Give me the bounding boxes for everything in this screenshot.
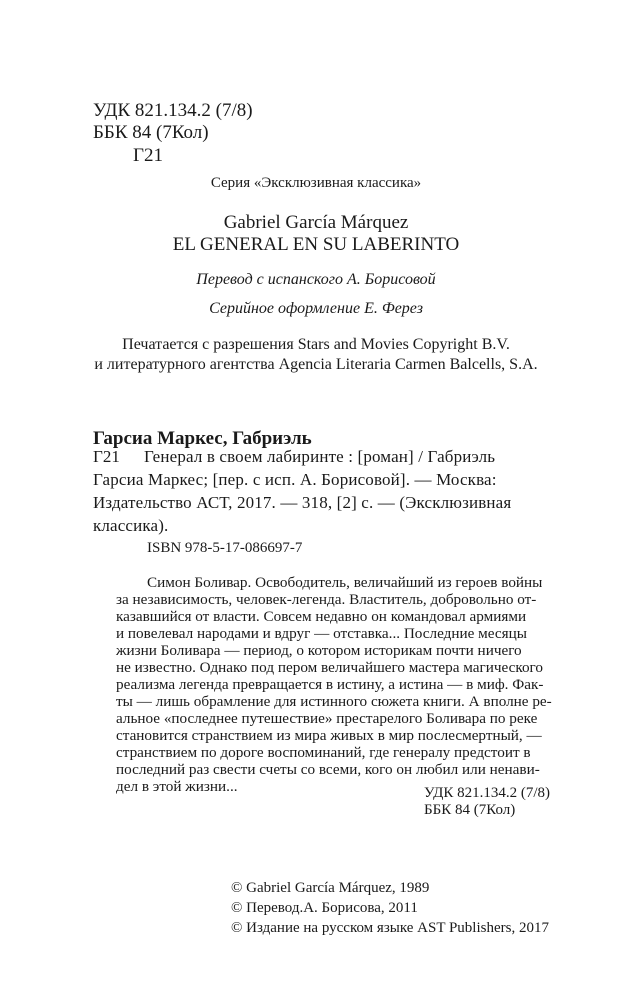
udk-bottom: УДК 821.134.2 (7/8) [424, 785, 550, 801]
annotation-line: альное «последнее путешествие» престарелого Боливара по реке [116, 710, 538, 727]
annotation-line: реализма легенда превращается в истину, а истина — в миф. Фак- [116, 676, 544, 693]
annotation-line: последний раз свести счеты со всеми, кого он любил или ненави- [116, 761, 540, 778]
permission-line: и литературного агентства Agencia Literaria Carmen Balcells, S.A. [94, 356, 538, 373]
bibliographic-line: Издательство АСТ, 2017. — 318, [2] с. — (Эксклюзивная [93, 493, 512, 512]
annotation-line: ты — лишь обрамление для истинного сюжета книги. А вполне ре- [116, 693, 552, 710]
bibliographic-line: классика). [93, 516, 169, 535]
annotation-line: казавшийся от власти. Совсем недавно он командовал армиями [116, 608, 527, 625]
udk-code: УДК 821.134.2 (7/8) [93, 100, 253, 121]
annotation-line: странствием по дороге воспоминаний, где генералу предстоит в [116, 744, 531, 761]
annotation-line: становится странствием из мира живых в мир послесмертный, — [116, 727, 542, 744]
copyright-line: © Gabriel García Márquez, 1989 [231, 880, 430, 896]
permission-line: Печатается с разрешения Stars and Movies Copyright B.V. [122, 336, 510, 353]
annotation-line: дел в этой жизни... [116, 778, 238, 795]
bbk-code: ББК 84 (7Кол) [93, 122, 209, 143]
annotation-line: Симон Боливар. Освободитель, величайший из героев войны [147, 574, 543, 591]
bbk-bottom: ББК 84 (7Кол) [424, 802, 516, 818]
translation-credit: Перевод с испанского А. Борисовой [196, 271, 436, 288]
annotation-line: за независимость, человек-легенда. Властитель, добровольно от- [116, 591, 537, 608]
copyright-line: © Издание на русском языке AST Publishers, 2017 [231, 920, 549, 936]
original-title: EL GENERAL EN SU LABERINTO [172, 234, 460, 255]
annotation-line: не известно. Однако под пером величайшего мастера магического [116, 659, 543, 676]
bibliographic-heading: Гарсиа Маркес, Габриэль [93, 428, 312, 449]
design-credit: Серийное оформление Е. Ферез [209, 300, 423, 317]
annotation-line: и повелевал народами и вдруг — отставка... Последние месяцы [116, 625, 527, 642]
bibliographic-line: Гарсиа Маркес; [пер. с исп. А. Борисовой]. — Москва: [93, 470, 497, 489]
isbn: ISBN 978-5-17-086697-7 [147, 540, 303, 556]
series-line: Серия «Эксклюзивная классика» [210, 175, 422, 191]
copyright-line: © Перевод.А. Борисова, 2011 [231, 900, 418, 916]
original-author: Gabriel García Márquez [223, 212, 409, 233]
bibliographic-code: Г21 [93, 447, 120, 466]
annotation-line: жизни Боливара — период, о котором историкам почти ничего [116, 642, 522, 659]
bibliographic-line: Генерал в своем лабиринте : [роман] / Габриэль [144, 447, 496, 466]
author-code: Г21 [133, 145, 163, 166]
